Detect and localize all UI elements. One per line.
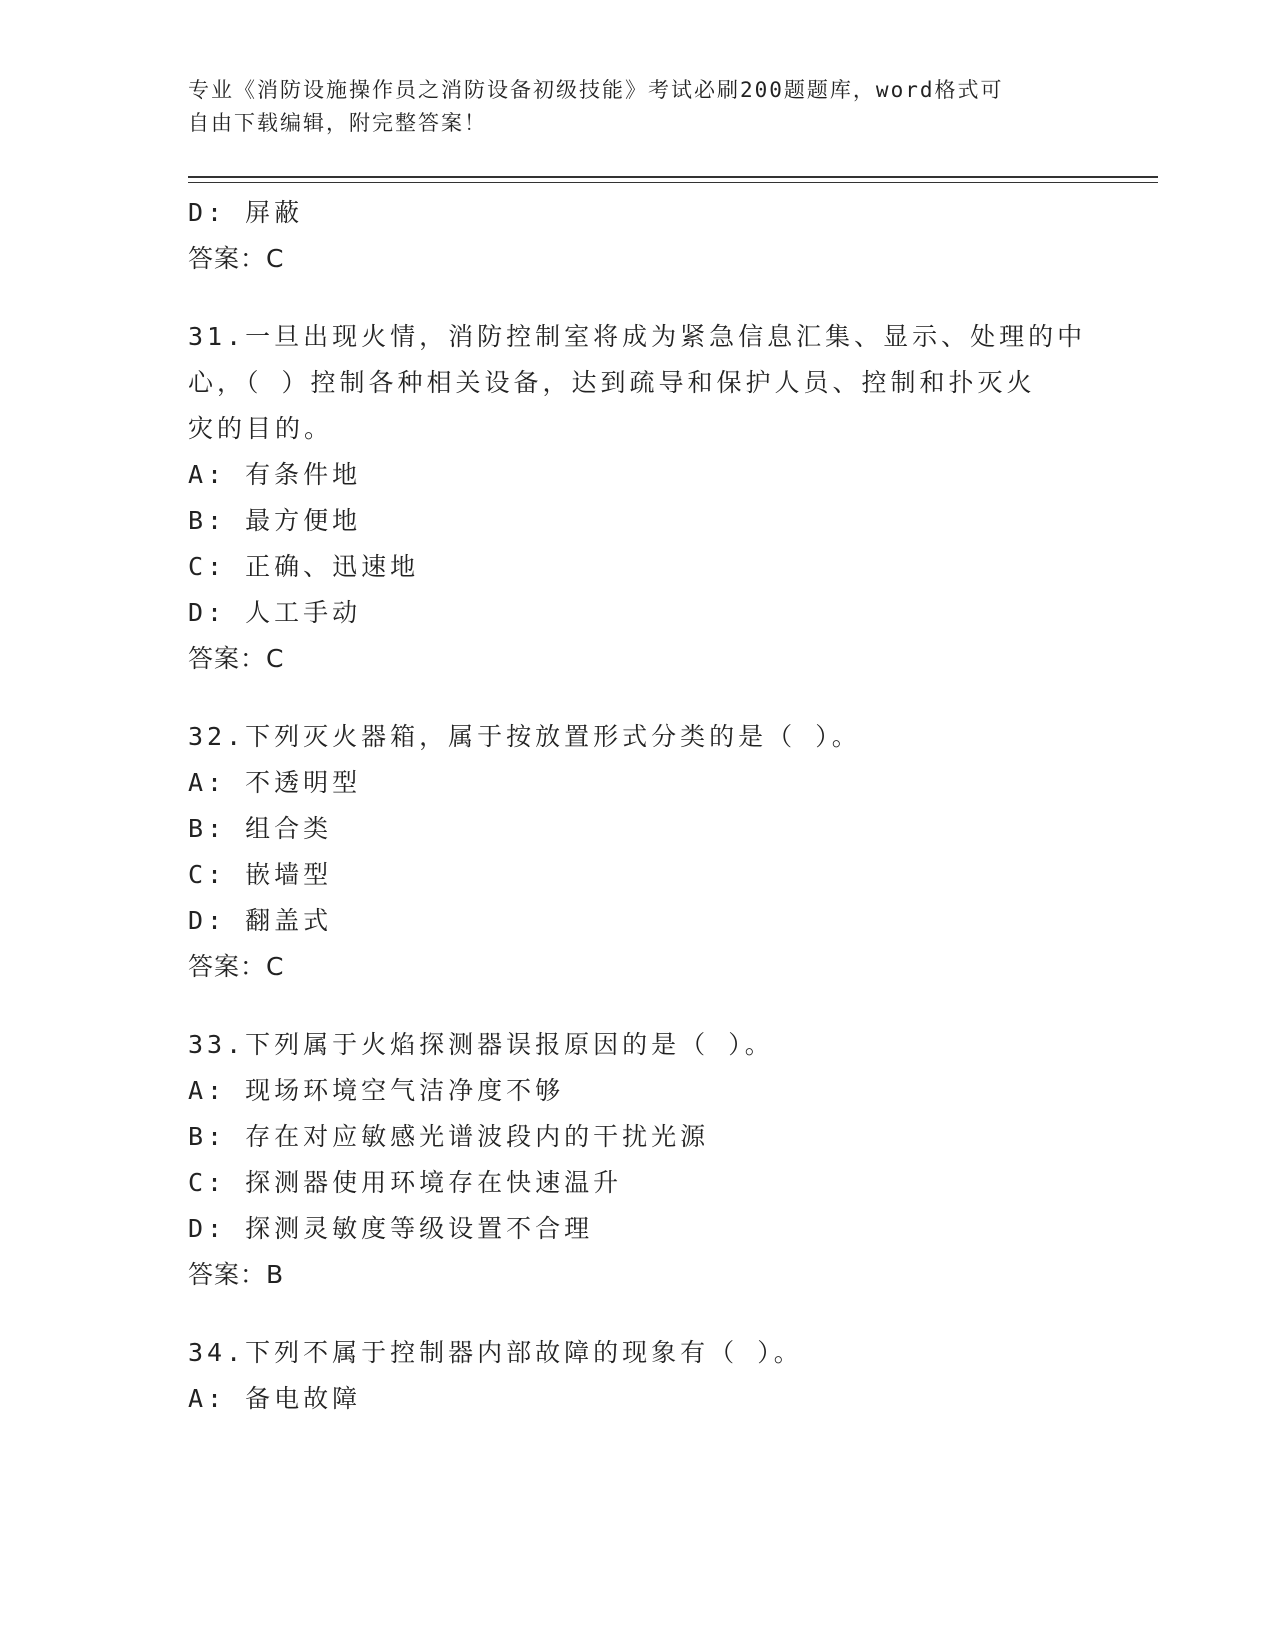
question-stem: 34.下列不属于控制器内部故障的现象有（ ）。 [188, 1338, 803, 1367]
question-34 [188, 1330, 1088, 1422]
option-a: A: 有条件地 [188, 460, 362, 489]
option-c: C: 正确、迅速地 [188, 552, 420, 581]
option-a: A: 备电故障 [188, 1384, 362, 1413]
option-c: C: 探测器使用环境存在快速温升 [188, 1168, 623, 1197]
question-stem: 31.一旦出现火情，消防控制室将成为紧急信息汇集、显示、处理的中 [188, 322, 1087, 351]
document-header [188, 74, 1078, 140]
question-stem: 灾的目的。 [188, 414, 334, 443]
option-d: D: 翻盖式 [188, 906, 333, 935]
header-rule-thin [188, 182, 1158, 183]
answer-line: 答案：C [188, 952, 285, 981]
option-d: D: 探测灵敏度等级设置不合理 [188, 1214, 594, 1243]
option-b: B: 组合类 [188, 814, 333, 843]
header-line-2: 自由下载编辑，附完整答案！ [188, 111, 487, 135]
option-b: B: 存在对应敏感光谱波段内的干扰光源 [188, 1122, 710, 1151]
option-b: B: 最方便地 [188, 506, 362, 535]
question-31 [188, 314, 1088, 682]
question-stem: 心，（ ）控制各种相关设备，达到疏导和保护人员、控制和扑灭火 [188, 368, 1036, 397]
question-stem: 32.下列灭火器箱，属于按放置形式分类的是（ ）。 [188, 722, 861, 751]
header-line-1: 专业《消防设施操作员之消防设备初级技能》考试必刷200题题库，word格式可 [188, 78, 1004, 102]
option-d: D: 屏蔽 [188, 198, 304, 227]
answer-line: 答案：C [188, 244, 285, 273]
option-a: A: 不透明型 [188, 768, 362, 797]
question-32 [188, 714, 1088, 990]
option-a: A: 现场环境空气洁净度不够 [188, 1076, 565, 1105]
question-stem: 33.下列属于火焰探测器误报原因的是（ ）。 [188, 1030, 774, 1059]
question-33 [188, 1022, 1088, 1298]
option-c: C: 嵌墙型 [188, 860, 333, 889]
answer-line: 答案：B [188, 1260, 285, 1289]
header-rule-thick [188, 176, 1158, 178]
option-d: D: 人工手动 [188, 598, 362, 627]
answer-line: 答案：C [188, 644, 285, 673]
question-content [188, 190, 1088, 1422]
